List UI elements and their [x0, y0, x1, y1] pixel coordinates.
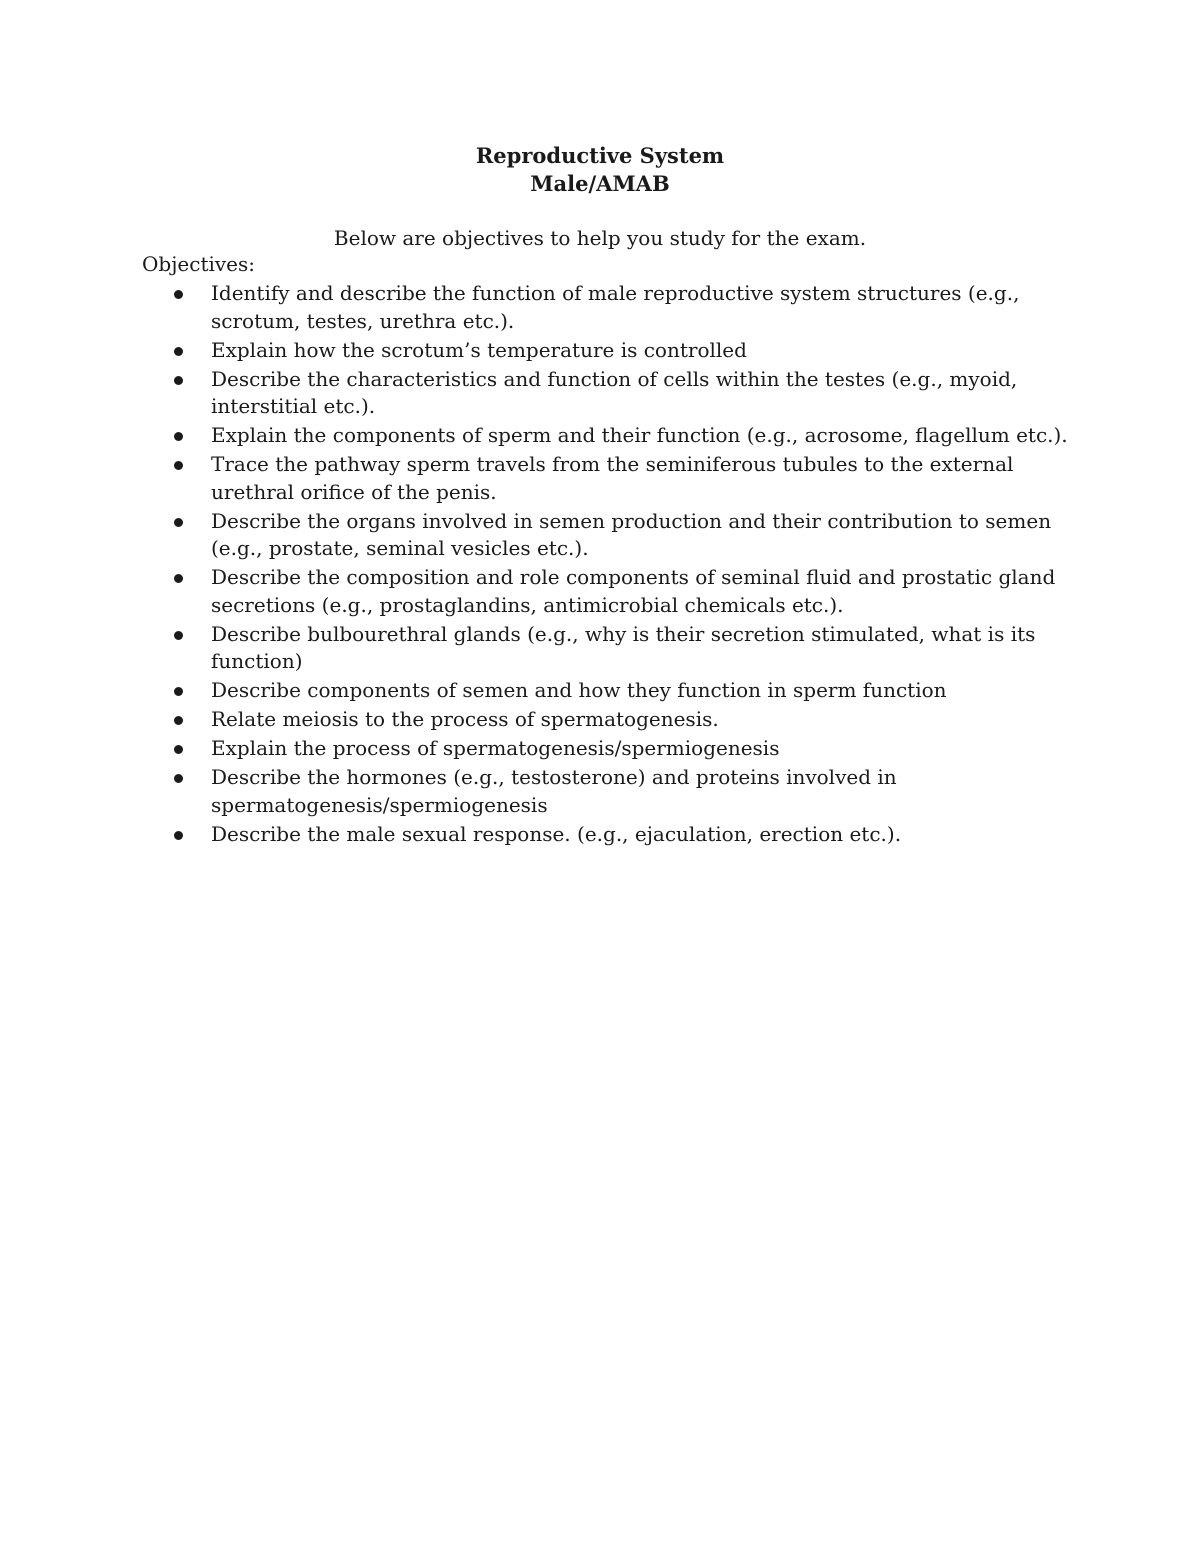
- list-item-text: Describe the organs involved in semen production and their contribution to semen (e.g., prostate, seminal vesicles etc.).: [211, 508, 1052, 560]
- list-item-text: Identify and describe the function of male reproductive system structures (e.g., scrotum, testes, urethra etc.).: [211, 281, 1020, 333]
- list-item: [142, 422, 1082, 450]
- list-item: [142, 451, 1082, 506]
- list-item-text: Describe bulbourethral glands (e.g., why is their secretion stimulated, what is its function): [211, 621, 1036, 673]
- list-item-text: Describe the hormones (e.g., testosterone) and proteins involved in spermatogenesis/spermiogenesis: [211, 765, 897, 817]
- bullet-icon: [174, 518, 183, 527]
- bullet-icon: [174, 774, 183, 783]
- title-block: [0, 142, 1200, 198]
- bullet-icon: [174, 745, 183, 754]
- list-item: [142, 764, 1082, 819]
- bullet-icon: [174, 687, 183, 696]
- list-item: [142, 337, 1082, 365]
- bullet-icon: [174, 290, 183, 299]
- list-item-text: Relate meiosis to the process of spermatogenesis.: [211, 707, 719, 731]
- bullet-icon: [174, 831, 183, 840]
- bullet-icon: [174, 631, 183, 640]
- list-item: [142, 821, 1082, 849]
- list-item-text: Describe the characteristics and function of cells within the testes (e.g., myoid, interstitial etc.).: [211, 366, 1018, 418]
- bullet-icon: [174, 432, 183, 441]
- bullet-icon: [174, 347, 183, 356]
- list-item: [142, 564, 1082, 619]
- list-item: [142, 280, 1082, 335]
- list-item-text: Describe the composition and role components of seminal fluid and prostatic gland secretions (e.g., prostaglandins, antimicrobial chemicals etc.).: [211, 565, 1056, 617]
- list-item: [142, 508, 1082, 563]
- list-item-text: Explain the process of spermatogenesis/spermiogenesis: [211, 736, 780, 760]
- intro-text: Below are objectives to help you study for the exam.: [333, 226, 867, 250]
- list-item: [142, 735, 1082, 763]
- list-item-text: Describe the male sexual response. (e.g., ejaculation, erection etc.).: [211, 821, 902, 846]
- document-subtitle: Male/AMAB: [530, 171, 670, 196]
- objective-list: [142, 280, 1082, 850]
- list-item-text: Explain the components of sperm and their function (e.g., acrosome, flagellum etc.).: [211, 423, 1068, 447]
- list-item: [142, 366, 1082, 421]
- list-item-text: Trace the pathway sperm travels from the seminiferous tubules to the external urethral orifice of the penis.: [211, 452, 1014, 504]
- list-item: [142, 621, 1082, 676]
- bullet-icon: [174, 461, 183, 470]
- list-item: [142, 706, 1082, 734]
- bullet-icon: [174, 716, 183, 725]
- list-item-text: Describe components of semen and how they function in sperm function: [211, 678, 947, 702]
- document-title: Reproductive System: [475, 143, 725, 168]
- list-item: [142, 677, 1082, 705]
- bullet-icon: [174, 574, 183, 583]
- objectives-label: Objectives:: [142, 252, 256, 276]
- bullet-icon: [174, 376, 183, 385]
- list-item-text: Explain how the scrotum’s temperature is controlled: [211, 337, 747, 362]
